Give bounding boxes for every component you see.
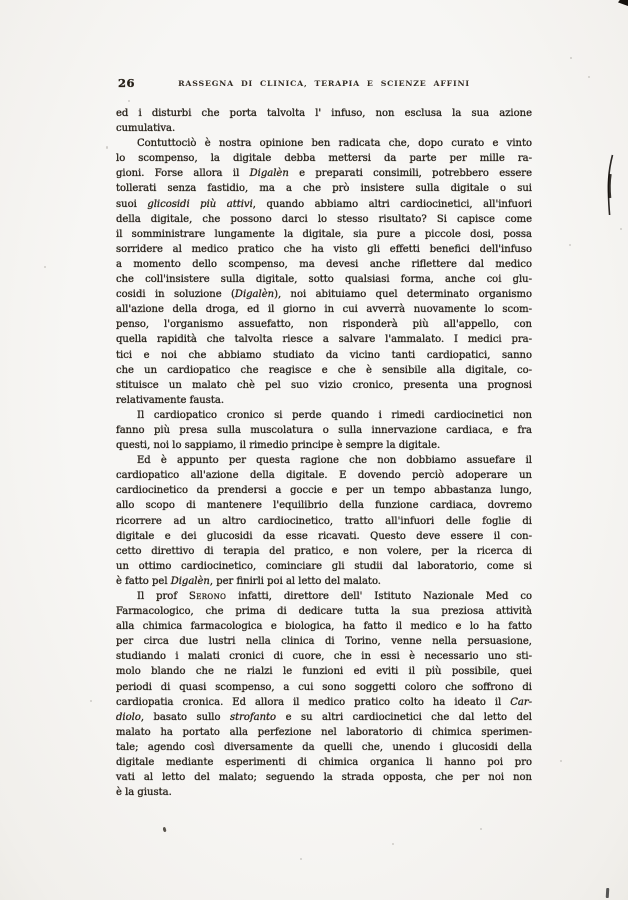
body-text: [116, 106, 532, 800]
text-line: allo scopo di mantenere l'equilibrio della funzione cardiaca, dovremo: [116, 500, 532, 512]
text-line: Farmacologico, che prima di dedicare tutta la sua preziosa attività: [116, 606, 532, 618]
text-line: digitale mediante esperimenti di chimica organica li hanno poi pro: [116, 757, 532, 769]
noise-speck: [106, 146, 108, 149]
margin-stroke-curve: [605, 154, 615, 216]
ink-speck: [162, 827, 166, 833]
text-line: ed i disturbi che porta talvolta l' infuso, non esclusa la sua azione: [116, 108, 532, 119]
text-line: tale; agendo così diversamente da quelli che, unendo i glucosidi della: [116, 741, 532, 753]
text-line: digitale e dei glucosidi da esse ricavati. Questo deve essere il con-: [116, 530, 532, 542]
text-line: per circa due lustri nella clinica di Torino, venne nella persuasione,: [116, 636, 532, 648]
text-line: cardiocinetico da prendersi a goccie e per un tempo abbastanza lungo,: [116, 485, 532, 497]
italic-term: glicosidi più attivi: [147, 198, 253, 210]
text-line: diolo, basato sullo strofanto e su altri cardiocinetici che dal letto del: [116, 711, 532, 723]
text-line: Il cardiopatico cronico si perde quando i rimedi cardiocinetici non: [137, 409, 532, 421]
noise-speck: [588, 76, 590, 78]
italic-term: strofanto: [229, 711, 277, 723]
text-line: Ed è appunto per questa ragione che non dobbiamo assuefare il: [137, 455, 532, 467]
text-line: periodi di quasi scompenso, a cui sono soggetti coloro che soffrono di: [116, 681, 532, 693]
italic-term: Car-: [510, 696, 532, 708]
italic-term: Digalèn: [170, 575, 210, 587]
text-line: sorridere al medico pratico che ha visto gli effetti benefici dell'infuso: [116, 243, 532, 255]
running-header: RASSEGNA DI CLINICA, TERAPIA E SCIENZE AFFINI: [178, 79, 470, 88]
noise-speck: [44, 266, 46, 268]
text-line: alla chimica farmacologica e biologica, ha fatto il medico e lo ha fatto: [116, 621, 532, 633]
italic-term: Digalèn: [234, 289, 275, 301]
italic-term: Digalèn: [249, 168, 289, 180]
text-line: relativamente fausta.: [116, 394, 225, 406]
scan-artifact-top-right-corner: [618, 0, 628, 6]
text-line: ricorrere ad un altro cardiocinetico, tratto all'infuori delle foglie di: [116, 515, 532, 527]
text-line: è la giusta.: [116, 787, 172, 799]
text-line: della digitale, che possono darci lo stesso risultato? Si capisce come: [116, 213, 532, 225]
noise-speck: [300, 858, 302, 860]
text-line: malato ha portato alla perfezione nel laboratorio di chimica sperimen-: [116, 726, 532, 738]
noise-speck: [480, 828, 482, 830]
text-line: tollerati senza fastidio, ma a che prò insistere sulla digitale o sui: [116, 183, 532, 195]
scan-artifact-bottom-tick: [606, 888, 610, 898]
noise-speck: [570, 57, 572, 59]
text-line: cardiopatico all'azione della digitale. E dovendo perciò adoperare un: [116, 470, 532, 482]
page-header: [116, 76, 532, 94]
page-number: 26: [118, 76, 136, 90]
text-line: tici e noi che abbiamo studiato da vicino tanti cardiopatici, sanno: [116, 349, 532, 361]
text-line: che un cardiopatico che reagisce e che è sensibile alla digitale, co-: [116, 364, 532, 376]
text-line: molo blando che ne rialzi le funzioni ed eviti il più possibile, quei: [116, 666, 532, 678]
text-line: il somministrare lungamente la digitale, sia pure a piccole dosi, possa: [116, 228, 532, 240]
text-line: suoi glicosidi più attivi, quando abbiamo altri cardiocinetici, all'infuori: [116, 198, 532, 210]
text-line: è fatto pel Digalèn, per finirli poi al letto del malato.: [116, 575, 381, 587]
text-line: cetto direttivo di terapia del pratico, e non volere, per la ricerca di: [116, 545, 532, 557]
noise-speck: [569, 244, 571, 246]
text-line: fanno più presa sulla muscolatura o sulla innervazione cardiaca, e fra: [116, 424, 532, 436]
text-line: penso, l'organismo assuefatto, non risponderà più all'appello, con: [116, 319, 532, 331]
text-line: vati al letto del malato; seguendo la strada opposta, che per noi non: [116, 772, 532, 784]
noise-speck: [90, 700, 92, 702]
text-line: lo scompenso, la digitale debba mettersi da parte per mille ra-: [116, 153, 532, 165]
italic-term: diolo: [116, 711, 141, 723]
text-line: che coll'insistere sulla digitale, sotto qualsiasi forma, anche coi glu-: [116, 274, 532, 286]
text-line: studiando i malati cronici di cuore, che in essi è necessario uno sti-: [116, 651, 532, 663]
text-line: Contuttociò è nostra opinione ben radicata che, dopo curato e vinto: [137, 138, 532, 150]
text-line: cosidi in soluzione (Digalèn), noi abituiamo quel determinato organismo: [116, 289, 533, 301]
noise-speck: [392, 843, 394, 845]
text-line: a momento dello scompenso, ma devesi anche riflettere dal medico: [116, 258, 532, 270]
small-caps-name: Serono: [189, 591, 227, 602]
noise-speck: [560, 760, 562, 762]
text-line: questi, noi lo sappiamo, il rimedio principe è sempre la digitale.: [116, 440, 441, 452]
text-line: cardiopatia cronica. Ed allora il medico pratico colto ha ideato il Car-: [116, 696, 532, 708]
text-line: un ottimo cardiocinetico, cominciare gli studii dal laboratorio, come si: [116, 560, 532, 572]
noise-speck: [128, 100, 130, 102]
text-line: gioni. Forse allora il Digalèn e preparati consimili, potrebbero essere: [116, 168, 532, 180]
text-line: Il prof Serono infatti, direttore dell' Istituto Nazionale Med co: [137, 591, 532, 602]
noise-speck: [620, 228, 622, 230]
text-line: all'azione della droga, ed il giorno in cui avverrà nuovamente lo scom-: [116, 304, 532, 316]
text-line: stituisce un malato chè pel suo vizio cronico, presenta una prognosi: [116, 379, 532, 391]
text-line: quella rapidità che talvolta riesce a salvare l'ammalato. I medici pra-: [116, 334, 532, 346]
scan-artifact-right-margin-stroke: [605, 154, 615, 216]
text-line: cumulativa.: [116, 123, 176, 135]
